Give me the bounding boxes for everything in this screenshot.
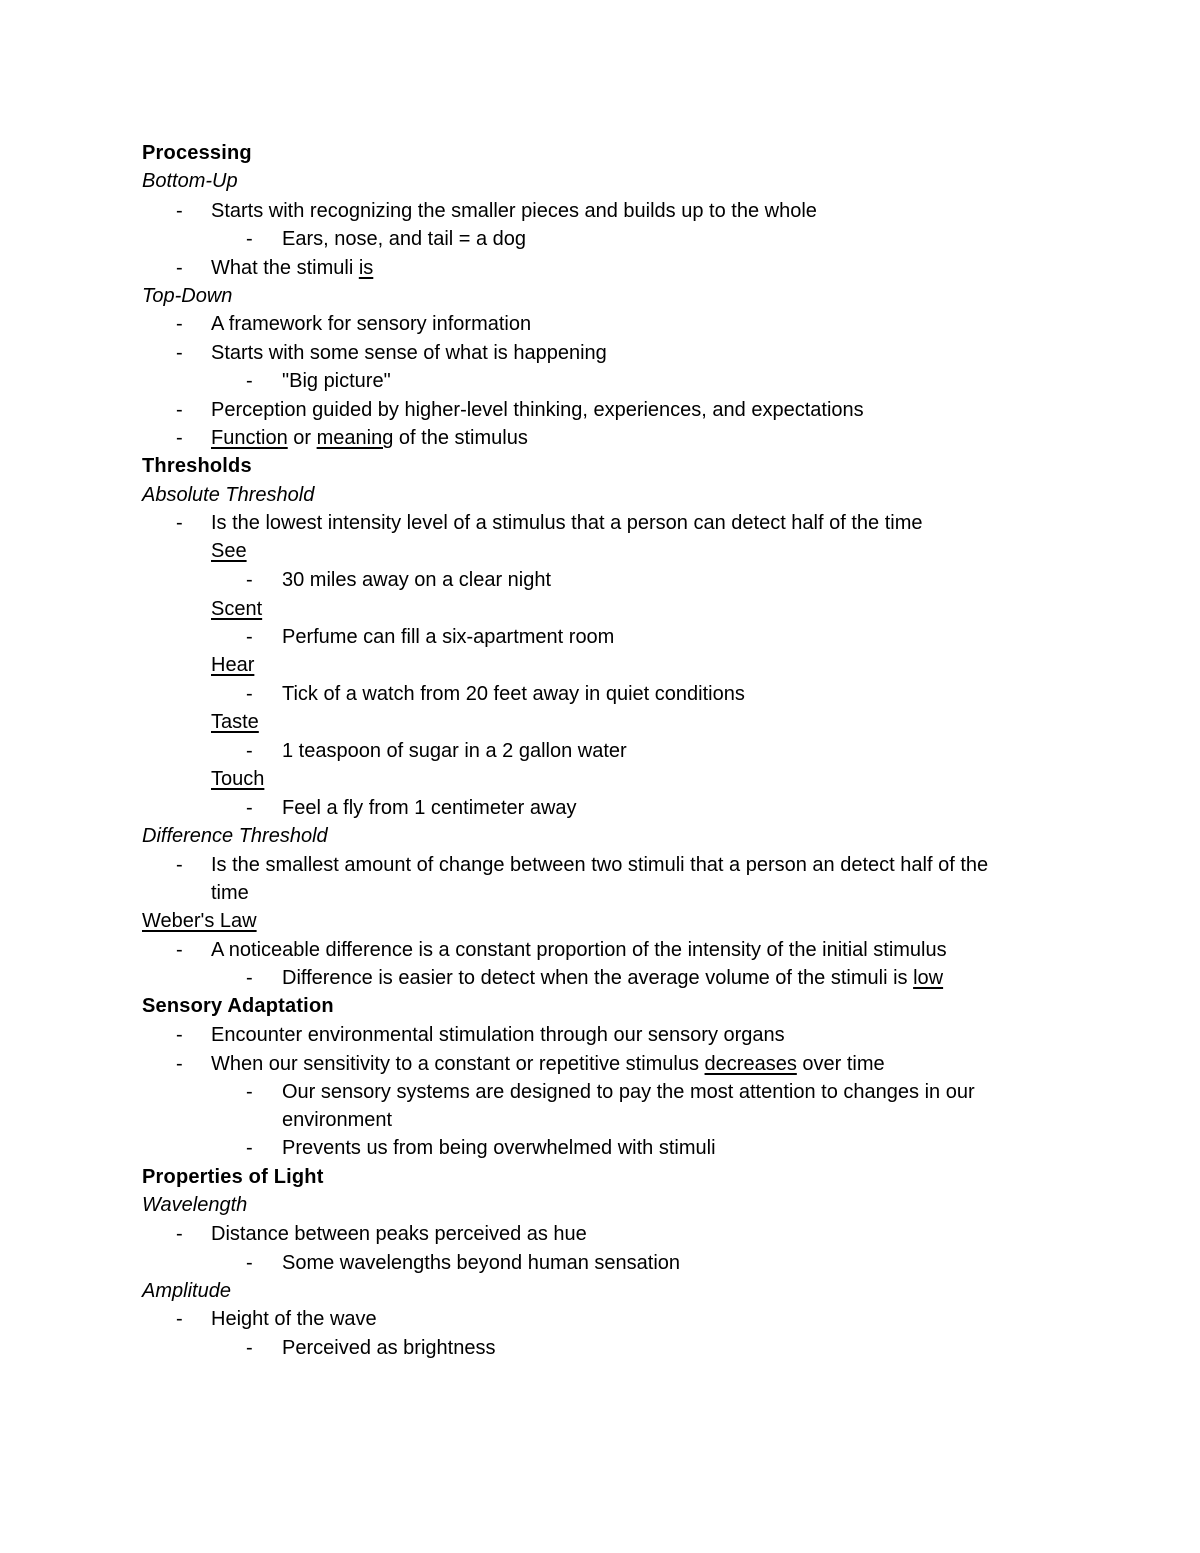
- bullet-dash: -: [246, 228, 253, 250]
- list-item: Ears, nose, and tail = a dog: [282, 228, 527, 250]
- text: What the stimuli: [211, 257, 359, 279]
- bullet-dash: -: [176, 342, 183, 364]
- list-item: [282, 964, 943, 992]
- list-item: Some wavelengths beyond human sensation: [282, 1252, 681, 1274]
- bullet-dash: -: [246, 683, 253, 705]
- subheading-webers-law: Weber's Law: [142, 910, 257, 932]
- bullet-dash: -: [246, 370, 253, 392]
- list-item: Encounter environmental stimulation through our sensory organs: [211, 1024, 785, 1046]
- list-item: Is the smallest amount of change between two stimuli that a person an detect half of the: [211, 854, 989, 876]
- list-item-continuation: environment: [282, 1109, 393, 1131]
- bullet-dash: -: [176, 1024, 183, 1046]
- list-item: Tick of a watch from 20 feet away in quiet conditions: [282, 683, 745, 705]
- list-item: A framework for sensory information: [211, 313, 532, 335]
- bullet-dash: -: [246, 740, 253, 762]
- bullet-dash: -: [246, 1137, 253, 1159]
- subheading-bottom-up: Bottom-Up: [142, 170, 238, 192]
- bullet-dash: -: [246, 1337, 253, 1359]
- list-item: A noticeable difference is a constant proportion of the intensity of the initial stimulus: [211, 939, 947, 961]
- bullet-dash: -: [246, 1252, 253, 1274]
- sense-label-scent: Scent: [211, 598, 263, 620]
- underlined-text: is: [358, 257, 374, 279]
- bullet-dash: -: [176, 399, 183, 421]
- heading-processing: Processing: [142, 142, 252, 164]
- list-item: [211, 424, 528, 452]
- bullet-dash: -: [176, 427, 183, 449]
- text: of the stimulus: [393, 427, 528, 449]
- text: over time: [796, 1053, 885, 1075]
- text: Difference is easier to detect when the average volume of the stimuli is: [282, 967, 914, 989]
- heading-properties-of-light: Properties of Light: [142, 1166, 324, 1188]
- bullet-dash: -: [246, 797, 253, 819]
- bullet-dash: -: [176, 854, 183, 876]
- bullet-dash: -: [176, 257, 183, 279]
- list-item: Feel a fly from 1 centimeter away: [282, 797, 577, 819]
- sense-label-hear: Hear: [211, 654, 255, 676]
- list-item: Starts with recognizing the smaller pieces and builds up to the whole: [211, 200, 817, 222]
- heading-thresholds: Thresholds: [142, 455, 252, 477]
- list-item: Perfume can fill a six-apartment room: [282, 626, 615, 648]
- subheading-absolute-threshold: Absolute Threshold: [142, 484, 315, 506]
- subheading-amplitude: Amplitude: [142, 1280, 231, 1302]
- subheading-difference-threshold: Difference Threshold: [142, 825, 328, 847]
- list-item: Prevents us from being overwhelmed with stimuli: [282, 1137, 716, 1159]
- underlined-text: decreases: [704, 1053, 797, 1075]
- text: or: [287, 427, 317, 449]
- underlined-text: Function: [211, 427, 288, 449]
- list-item: Distance between peaks perceived as hue: [211, 1223, 587, 1245]
- list-item: [211, 254, 373, 282]
- bullet-dash: -: [176, 939, 183, 961]
- list-item: [211, 1050, 885, 1078]
- underlined-text: low: [913, 967, 944, 989]
- list-item: "Big picture": [282, 370, 391, 392]
- list-item: 30 miles away on a clear night: [282, 569, 552, 591]
- list-item-continuation: time: [211, 882, 249, 904]
- bullet-dash: -: [246, 569, 253, 591]
- subheading-wavelength: Wavelength: [142, 1194, 248, 1216]
- subheading-top-down: Top-Down: [142, 285, 233, 307]
- list-item: Our sensory systems are designed to pay the most attention to changes in our: [282, 1081, 975, 1103]
- bullet-dash: -: [246, 626, 253, 648]
- list-item: Starts with some sense of what is happening: [211, 342, 607, 364]
- list-item: Is the lowest intensity level of a stimulus that a person can detect half of the time: [211, 512, 923, 534]
- underlined-text: meaning: [316, 427, 394, 449]
- bullet-dash: -: [176, 512, 183, 534]
- bullet-dash: -: [176, 200, 183, 222]
- bullet-dash: -: [176, 1053, 183, 1075]
- list-item: Perceived as brightness: [282, 1337, 496, 1359]
- sense-label-touch: Touch: [211, 768, 265, 790]
- sense-label-taste: Taste: [211, 711, 259, 733]
- sense-label-see: See: [211, 540, 247, 562]
- bullet-dash: -: [176, 313, 183, 335]
- bullet-dash: -: [246, 967, 253, 989]
- bullet-dash: -: [176, 1308, 183, 1330]
- text: When our sensitivity to a constant or repetitive stimulus: [211, 1053, 705, 1075]
- heading-sensory-adaptation: Sensory Adaptation: [142, 995, 334, 1017]
- bullet-dash: -: [176, 1223, 183, 1245]
- list-item: Height of the wave: [211, 1308, 377, 1330]
- list-item: Perception guided by higher-level thinking, experiences, and expectations: [211, 399, 864, 421]
- list-item: 1 teaspoon of sugar in a 2 gallon water: [282, 740, 627, 762]
- bullet-dash: -: [246, 1081, 253, 1103]
